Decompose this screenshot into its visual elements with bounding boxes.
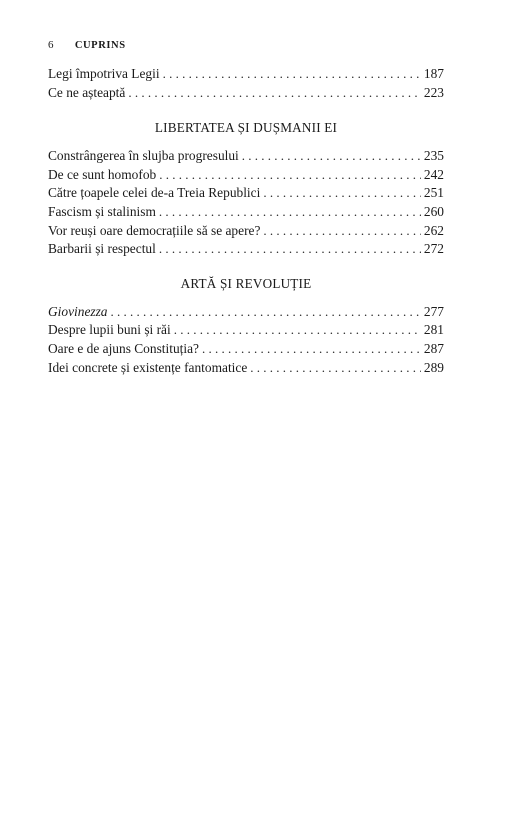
dot-leader bbox=[174, 321, 421, 340]
dot-leader bbox=[263, 184, 421, 203]
section-heading: LIBERTATEA ȘI DUȘMANII EI bbox=[154, 120, 338, 136]
running-head bbox=[48, 39, 126, 51]
toc-entry bbox=[48, 203, 444, 222]
toc-entry-title: Vor reuși oare democrațiile să se apere? bbox=[48, 222, 261, 238]
page-number: 6 bbox=[48, 39, 54, 51]
toc-entry bbox=[48, 240, 444, 259]
dot-leader bbox=[163, 65, 421, 84]
toc-entry bbox=[48, 321, 444, 340]
toc-entry-page: 289 bbox=[423, 359, 444, 375]
toc-entry bbox=[48, 359, 444, 378]
table-of-contents bbox=[48, 65, 444, 377]
toc-entry-title: Constrângerea în slujba progresului bbox=[48, 148, 239, 164]
toc-entry-title: Idei concrete și existențe fantomatice bbox=[48, 359, 248, 375]
toc-entry bbox=[48, 222, 444, 241]
dot-leader bbox=[159, 166, 421, 185]
dot-leader bbox=[159, 203, 421, 222]
toc-entry-title: De ce sunt homofob bbox=[48, 166, 157, 182]
toc-entry-page: 242 bbox=[423, 166, 444, 182]
toc-entry bbox=[48, 184, 444, 203]
toc-entry-page: 223 bbox=[423, 84, 444, 100]
dot-leader bbox=[263, 222, 420, 241]
toc-entry bbox=[48, 84, 444, 103]
toc-entry-title: Oare e de ajuns Constituția? bbox=[48, 340, 199, 356]
toc-entry bbox=[48, 166, 444, 185]
toc-entry-title: Barbarii și respectul bbox=[48, 241, 156, 257]
toc-entry-title: Despre lupii buni și răi bbox=[48, 322, 171, 338]
toc-entry-page: 287 bbox=[423, 340, 444, 356]
toc-entry bbox=[48, 65, 444, 84]
toc-entry-page: 272 bbox=[423, 241, 444, 257]
toc-entry-title: Ce ne așteaptă bbox=[48, 84, 126, 100]
toc-entry-page: 251 bbox=[423, 185, 444, 201]
running-head-title: CUPRINS bbox=[74, 40, 126, 51]
toc-entry-page: 281 bbox=[423, 322, 444, 338]
toc-entry-page: 262 bbox=[423, 222, 444, 238]
toc-entry-page: 187 bbox=[423, 66, 444, 81]
dot-leader bbox=[202, 340, 421, 359]
toc-entry bbox=[48, 147, 444, 166]
dot-leader bbox=[128, 84, 421, 103]
dot-leader bbox=[242, 147, 421, 166]
dot-leader bbox=[159, 240, 421, 259]
dot-leader bbox=[111, 303, 421, 322]
toc-entry-page: 260 bbox=[423, 203, 444, 219]
toc-entry-page: 235 bbox=[423, 148, 444, 164]
toc-entry-title: Fascism și stalinism bbox=[48, 203, 156, 219]
toc-entry-title: Către țoapele celei de-a Treia Republici bbox=[48, 185, 261, 201]
toc-entry bbox=[48, 340, 444, 359]
toc-entry-title: Legi împotriva Legii bbox=[48, 66, 160, 81]
section-heading: ARTĂ ȘI REVOLUȚIE bbox=[180, 275, 312, 291]
toc-entry bbox=[48, 303, 444, 322]
dot-leader bbox=[250, 359, 421, 378]
toc-entry-page: 277 bbox=[423, 303, 444, 319]
toc-entry-title: Giovinezza bbox=[48, 303, 108, 319]
